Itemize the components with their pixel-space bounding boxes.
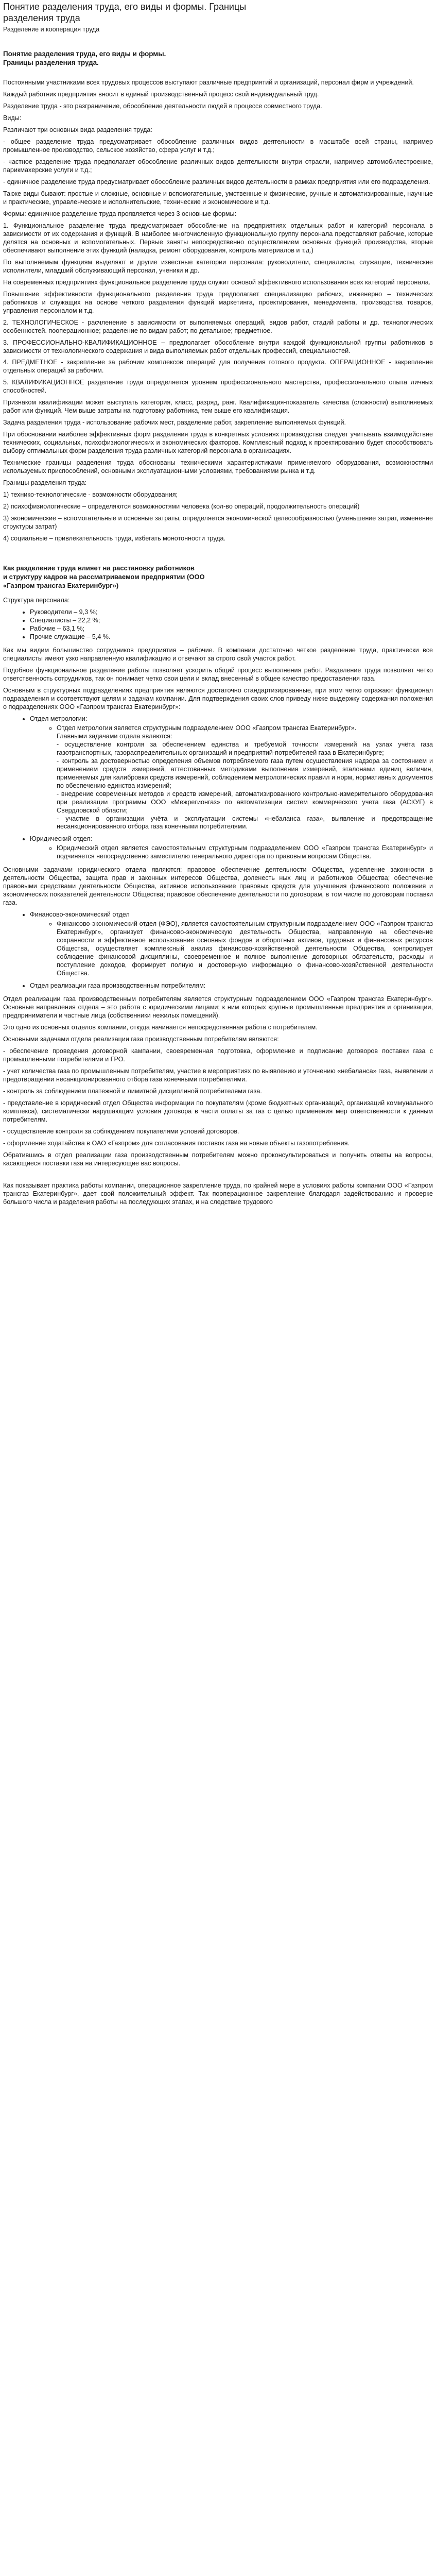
paragraph: - учет количества газа по промышленным потребителям, участие в мероприятиях по выявлению и уточнению «небаланса» газа, выявлении и предотвращении несанкционированного отбора газа конечными потребителями. <box>3 1067 433 1083</box>
departments-list <box>3 715 433 861</box>
paragraph: 4. ПРЕДМЕТНОЕ - закрепление за рабочим комплексов операций для получения готового продукта. ОПЕРАЦИОННОЕ - закрепление отдельных операций за рабочим. <box>3 359 433 375</box>
metrology-sublist <box>30 724 433 832</box>
document-page <box>0 0 436 1207</box>
paragraph: Постоянными участниками всех трудовых процессов выступают различные предприятий и организаций, персонал фирм и учреждений. <box>3 78 414 86</box>
paragraph: Каждый работник предприятия вносит в единый производственный процесс свой индивидуальный труд. <box>3 90 319 98</box>
paragraph: Различают три основных вида разделения труда: <box>3 126 152 133</box>
paragraph: Основными задачами юридического отдела являются: правовое обеспечение деятельности Общества, укрепление законности в деятельности Общества, защита прав и законных интересов Общества, доленесть ных лиц и работников Общества; обеспечение правовыми средствами деятельности Общества, активное использование правовых средств для улучшения финансового положения и экономических показателей деятельности Общества; правовое обеспечение деятельности по договорам, в том числе по договорам поставки газа. <box>3 866 433 907</box>
paragraph: Как показывает практика работы компании, операционное закрепление труда, по крайней мере в условиях работы компании ООО «Газпром трансгаз Екатеринбург», дает свой положительный эффект. Так пооперационное закрепление благодаря задействованию и проверке большого числа и разделения работы на последующих этапах, и на следствие трудового <box>3 1181 433 1206</box>
paragraph: Признаком квалификации может выступать категория, класс, разряд, ранг. Квалификация-показатель качества (сложности) выполняемых работ или функций. Чем выше затраты на подготовку работника, тем выше его квалификация. <box>3 399 433 415</box>
paragraph: - единичное разделение труда предусматривает обособление различных видов деятельности в рамках предприятия или его подразделения. <box>3 178 430 185</box>
paragraph: Формы: единичное разделение труда проявляется через 3 основные формы: <box>3 210 237 217</box>
article-title: Понятие разделения труда, его виды и формы. Границы разделения труда. <box>3 50 166 67</box>
paragraph: При обосновании наиболее эффективных форм разделения труда в конкретных условиях производства следует учитывать взаимодействие технических, социальных, психофизиологических и экономических факторов. Комплексный подход к проектированию будет способствовать выбору оптимальных форм разделения труда различных категорий персонала в организациях. <box>3 431 433 455</box>
paragraph: Технические границы разделения труда обоснованы техническими характеристиками применяемого оборудования, возможностями используемых приспособлений, основными эксплуатационными условиями, требованиями рынка и т.д. <box>3 459 433 475</box>
paragraph: 2. ТЕХНОЛОГИЧЕСКОЕ - расчленение в зависимости от выполняемых операций, видов работ, стадий работы и др. технологических особенностей. пооперационное; разделение по видам работ; по детальное; предметное. <box>3 318 433 334</box>
list-item: • Рабочие – 63,1 %; <box>30 625 433 633</box>
finance-sublist <box>30 920 433 978</box>
paragraph: - обеспечение проведения договорной кампании, своевременная подготовка, оформление и подписание договоров поставки газа с промышленными потребителями и ГРО. <box>3 1047 433 1063</box>
paragraph: Это одно из основных отделов компании, откуда начинается непосредственная работа с потребителем. <box>3 1024 318 1031</box>
paragraph: Повышение эффективности функционального разделения труда предполагает специализацию рабочих, инженерно – технических работников и служащих на основе четкого разделения функций маркетинга, проектирования, менеджмента, производства товаров, управления персоналом и т.д. <box>3 290 433 314</box>
paragraph: 1) технико-технологические - возможности оборудования; <box>3 491 178 499</box>
paragraph: На современных предприятиях функциональное разделение труда служит основой эффективного использования всех категорий персонала. <box>3 278 431 286</box>
paragraph: Подобное функциональное разделение работы позволяет ускорить общий процесс выполнения работ. Разделение труда позволяет четко ответственность сотрудников, так он понимает четко свои цели и вклад внесенный в общее качество предоставления газа. <box>3 666 433 682</box>
department-legal: • Юридический отдел: ◦ Юридический отдел является самостоятельным структурным подразделением ООО «Газпром трансгаз Екатеринбург» и подчиняется непосредственно заместителю генерального директора по правовым вопросам Общества. <box>30 835 433 861</box>
department-metrology: • Отдел метрологии: ◦ Отдел метрологии является структурным подразделением ООО «Газпром трансгаз Екатеринбург». Главными задачами отдела являются: - осуществление контроля за обеспечением единства и требуемой точности измерений на узлах учёта газа газотранспортных, газораспределительных организаций и предприятий-потребителей газа в Екатеринбурге; - контроль за достоверностью определения объемов потребляемого газа путем осуществления надзора за состоянием и применением средств измерений, аттестованных методиками выполнения измерений, эталонами единиц величин, применяемых для калибровки средств измерений, соблюдением метрологических правил и норм, нормативных документов по обеспечению единства измерений; - внедрение современных методов и средств измерений, автоматизированного контрольно-измерительного оборудования при реализации программы ООО «Межрегионгаз» по автоматизации систем коммерческого учета газа (АСКУГ) в Свердловской области; - участие в организации учёта и эксплуатации системы «небаланса газа», выявление и предотвращение несанкционированного отбора газа конечными потребителями. <box>30 715 433 832</box>
list-item: • Прочие служащие – 5,4 %. <box>30 633 433 641</box>
paragraph: 2) психофизиологические – определяются возможностями человека (кол-во операций, продолжительность операций) <box>3 503 360 511</box>
paragraph: - общее разделение труда предусматривает обособление различных видов деятельности в масштабе всей страны, например промышленное производство, сельское хозяйство, сфера услуг и т.д.; <box>3 138 433 154</box>
department-gas-sales: • Отдел реализации газа производственным потребителям: <box>30 982 433 990</box>
list-item: ◦ Юридический отдел является самостоятельным структурным подразделением ООО «Газпром трансгаз Екатеринбург» и подчиняется непосредственно заместителю генерального директора по правовым вопросам Общества. <box>57 844 433 861</box>
paragraph: 5. КВАЛИФИКАЦИОННОЕ разделение труда определяется уровнем профессионального мастерства, профессионального опыта личных способностей. <box>3 379 433 395</box>
paragraph: Как мы видим большинство сотрудников предприятия – рабочие. В компании достаточно четкое разделение труда, практически все специалисты имеют узко направленную квалификацию и отвечают за строго свой участок работ. <box>3 646 433 662</box>
paragraph: 3. ПРОФЕССИОНАЛЬНО-КВАЛИФИКАЦИОННОЕ – предполагает обособление внутри каждой функциональной группы работников в зависимости от технологического содержания и вида выполняемых работ отдельных профессий, специальностей. <box>3 338 433 354</box>
paragraph: Также виды бывают: простые и сложные, основные и вспомогательные, умственные и физические, ручные и автоматизированные, научные и практические, управленческие и исполнительские, технические и экономические и т.д. <box>3 190 433 206</box>
paragraph: Основными задачами отдела реализации газа производственным потребителям являются: <box>3 1036 279 1043</box>
list-item: • Специалисты – 22,2 %; <box>30 617 433 625</box>
paragraph: - осуществление контроля за соблюдением покупателями условий договоров. <box>3 1128 239 1135</box>
article-body <box>3 79 433 543</box>
paragraph: 1. Функциональное разделение труда предусматривает обособление на предприятиях отдельных работ и категорий персонала в зависимости от их содержания и функций. В наиболее многочисленную функциональную группу персонала представляют рабочие, которые делятся на основных и вспомогательных. Первые заняты непосредственно осуществлением основных функций производства, вторые обеспечивают выполнение этих функций (наладка, ремонт оборудования, контроль материалов и т.д.) <box>3 222 433 254</box>
paragraph: Задача разделения труда - использование рабочих мест, разделение работ, закрепление выполняемых функций. <box>3 419 346 427</box>
list-item: ◦ Финансово-экономический отдел (ФЭО), является самостоятельным структурным подразделением ООО «Газпром трансгаз Екатеринбург», организует финансово-экономическую деятельность Общества, направленную на обеспечение сохранности и эффективное использование основных фондов и оборотных активов, трудовых и финансовых ресурсов Общества, осуществляет комплексный анализ финансово-хозяйственной деятельности Общества, контролирует соблюдение финансовой дисциплины, своевременное и полное выполнение договорных обязательств, расходы и поступление доходов, формирует полную и достоверную информацию о финансово-хозяйственной деятельности Общества. <box>57 920 433 978</box>
paragraph: По выполняемым функциям выделяют и другие известные категории персонала: руководители, специалисты, служащие, технические исполнители, младший обслуживающий персонал, ученики и др. <box>3 258 433 274</box>
list-item: ◦ Отдел метрологии является структурным подразделением ООО «Газпром трансгаз Екатеринбург». Главными задачами отдела являются: - осуществление контроля за обеспечением единства и требуемой точности измерений на узлах учёта газа газотранспортных, газораспределительных организаций и предприятий-потребителей газа в Екатеринбурге; - контроль за достоверностью определения объемов потребляемого газа путем осуществления надзора за состоянием и применением средств измерений, аттестованных методиками выполнения измерений, эталонами единиц величин, применяемых для калибровки средств измерений, соблюдением метрологических правил и норм, нормативных документов по обеспечению единства измерений; - внедрение современных методов и средств измерений, автоматизированного контрольно-измерительного оборудования при реализации программы ООО «Межрегионгаз» по автоматизации систем коммерческого учета газа (АСКУГ) в Свердловской области; - участие в организации учёта и эксплуатации системы «небаланса газа», выявление и предотвращение несанкционированного отбора газа конечными потребителями. <box>57 724 433 832</box>
paragraph: - оформление ходатайства в ОАО «Газпром» для согласования поставок газа на новые объекты газопотребления. <box>3 1139 350 1147</box>
paragraph: Границы разделения труда: <box>3 479 87 487</box>
paragraph: - представление в юридический отдел Общества информации по покупателям (кроме бюджетных организаций, организаций коммунального комплекса), систематически нарушающим условия договора в части оплаты за газ с целью применения мер ответственности к данным потребителям. <box>3 1099 433 1124</box>
paragraph: Основным в структурных подразделениях предприятия являются достаточно стандартизированные, при этом четко отражают функционал подразделения и соответствуют целям и задачам компании. Для подтверждения своих слов приведу ниже выдержку содержания положения о подразделениях ООО «Газпром трансгаз Екатеринбург»: <box>3 686 433 710</box>
legal-sublist <box>30 844 433 861</box>
paragraph: Виды: <box>3 114 22 122</box>
list-item: • Руководители – 9,3 %; <box>30 608 433 617</box>
paragraph: Отдел реализации газа производственным потребителям является структурным подразделением ООО «Газпром трансгаз Екатеринбург». Основные направления отдела – это работа с юридическими лицами; к ним которых крупные промышленные предприятия и организации, предприниматели и частные лица (собственники нежилых помещений). <box>3 995 433 1020</box>
paragraph: 4) социальные – привлекательность труда, избегать монотонности труда. <box>3 535 225 543</box>
paragraph: Обратившись в отдел реализации газа производственным потребителям можно проконсультироваться и получить ответы на вопросы, касающиеся поставки газа на интересующие вас вопросы. <box>3 1151 433 1167</box>
departments-list-2 <box>3 911 433 990</box>
structure-label: Структура персонала: <box>3 596 70 604</box>
section-title: Как разделение труда влияет на расстановку работников и структуру кадров на рассматриваемом предприятии (ООО «Газпром трансгаз Екатеринбург») <box>3 564 205 589</box>
department-finance: • Финансово-экономический отдел ◦ Финансово-экономический отдел (ФЭО), является самостоятельным структурным подразделением ООО «Газпром трансгаз Екатеринбург», организует финансово-экономическую деятельность Общества, направленную на обеспечение сохранности и эффективное использование основных фондов и оборотных активов, трудовых и финансовых ресурсов Общества, осуществляет комплексный анализ финансово-хозяйственной деятельности Общества, контролирует соблюдение финансовой дисциплины, своевременное и полное выполнение договорных обязательств, расходы и поступление доходов, формирует полную и достоверную информацию о финансово-хозяйственной деятельности Общества. <box>30 911 433 978</box>
paragraph: - контроль за соблюдением платежной и лимитной дисциплиной потребителями газа. <box>3 1088 262 1095</box>
paragraph: 3) экономические – вспомогательные и основные затраты, определяется экономической целесообразностью (уменьшение затрат, изменение структуры затрат) <box>3 515 433 531</box>
breadcrumb[interactable]: Разделение и кооперация труда <box>3 26 100 33</box>
paragraph: - частное разделение труда предполагает обособление различных видов деятельности внутри отрасли, например автомобилестроение, парикмахерские услуги и т.д.; <box>3 158 433 174</box>
structure-list <box>3 608 433 641</box>
paragraph: Разделение труда - это разграничение, обособление деятельности людей в процессе совместного труда. <box>3 102 322 110</box>
page-title: Понятие разделения труда, его виды и формы. Границы разделения труда <box>3 2 247 23</box>
